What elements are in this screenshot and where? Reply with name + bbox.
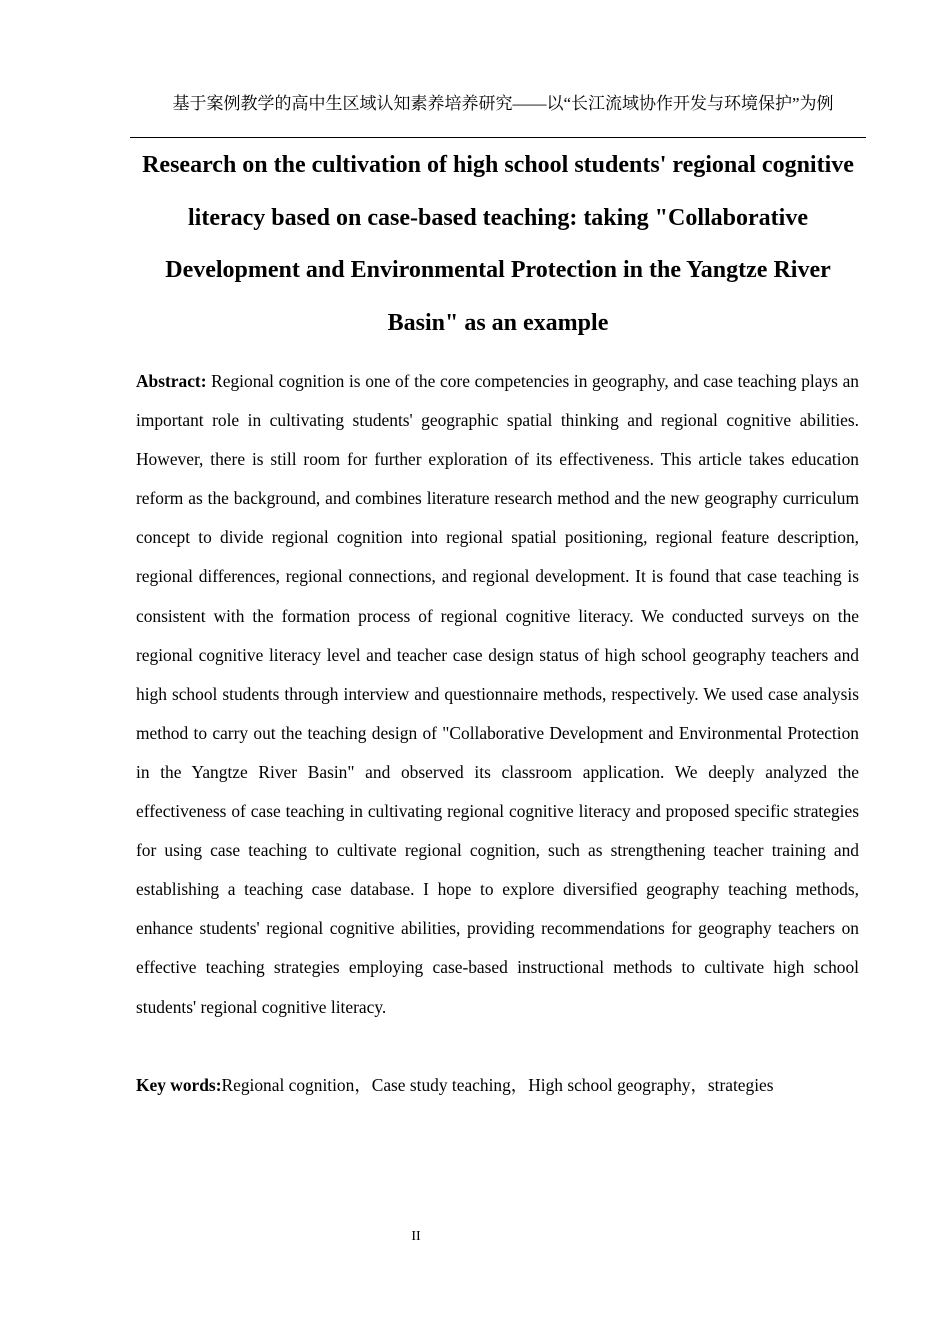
keywords-label: Key words: [136,1075,222,1095]
header-divider [130,137,866,138]
running-header: 基于案例教学的高中生区域认知素养培养研究——以“长江流域协作开发与环境保护”为例 [172,94,834,113]
abstract-paragraph [136,362,859,1027]
page-number: II [411,1229,421,1244]
paper-title: Research on the cultivation of high school students' regional cognitive literacy based on case-based teaching: taking "Collaborative Development and Environmental Protection in the Yangtze River Basin" as an example [142,152,854,336]
keywords-text: Regional cognition，Case study teaching，High school geography，strategies [221,1075,774,1095]
keywords-line [136,1066,859,1105]
abstract-label: Abstract: [136,371,207,391]
abstract-text: Regional cognition is one of the core competencies in geography, and case teaching plays an important role in cultivating students' geographic spatial thinking and regional cognitive abilities. However, there is still room for further exploration of its effectiveness. This article takes education reform as the background, and combines literature research method and the new geography curriculum concept to divide regional cognition into regional spatial positioning, regional feature description, regional differences, regional connections, and regional development. It is found that case teaching is consistent with the formation process of regional cognitive literacy. We conducted surveys on the regional cognitive literacy level and teacher case design status of high school geography teachers and high school students through interview and questionnaire methods, respectively. We used case analysis method to carry out the teaching design of "Collaborative Development and Environmental Protection in the Yangtze River Basin" and observed its classroom application. We deeply analyzed the effectiveness of case teaching in cultivating regional cognitive literacy and proposed specific strategies for using case teaching to cultivate regional cognition, such as strengthening teacher training and establishing a teaching case database. I hope to explore diversified geography teaching methods, enhance students' regional cognitive abilities, providing recommendations for geography teachers on effective teaching strategies employing case-based instructional methods to cultivate high school students' regional cognitive literacy. [136,371,859,1017]
